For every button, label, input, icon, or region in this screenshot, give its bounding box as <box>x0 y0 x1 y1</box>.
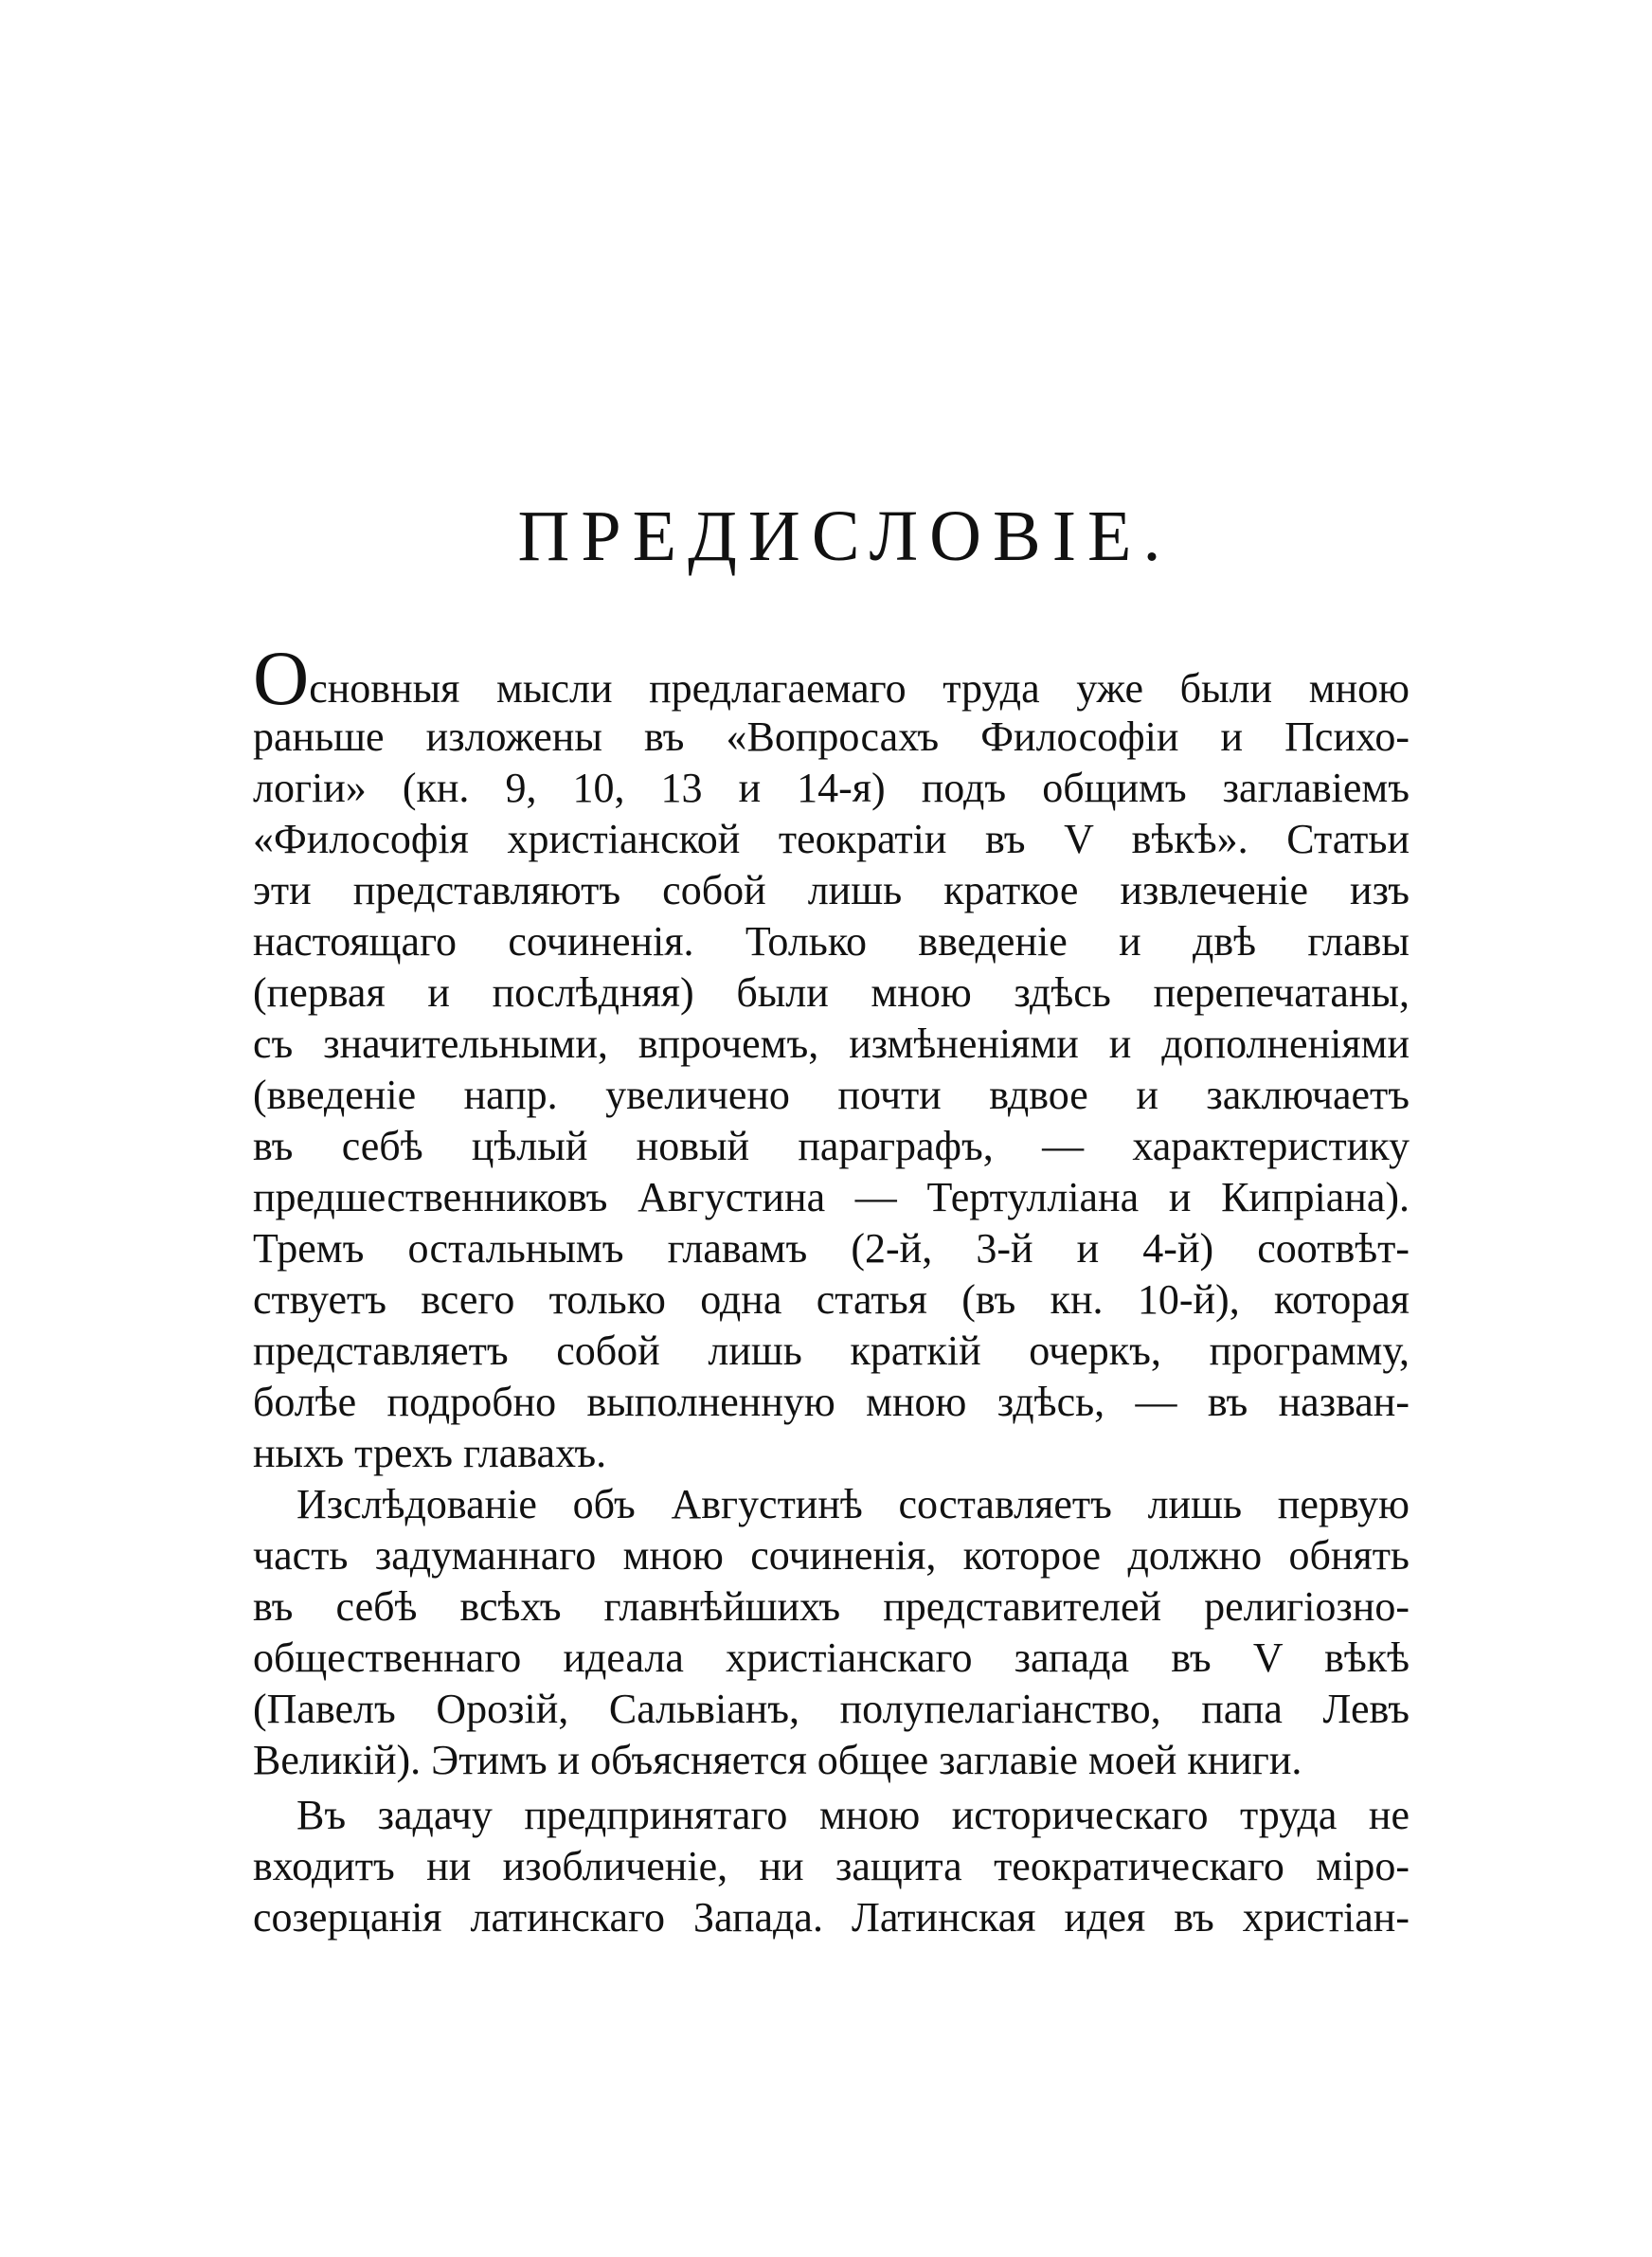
text-line: (первая и послѣдняя) были мною здѣсь перепечатаны, <box>253 969 1410 1016</box>
text-line: Изслѣдованіе объ Августинѣ составляетъ лишь первую <box>296 1481 1410 1527</box>
text-line: часть задуманнаго мною сочиненія, которое должно обнять <box>253 1532 1410 1579</box>
text-line: раньше изложены въ «Вопросахъ Философіи и Психо- <box>253 713 1410 760</box>
text-line: созерцанія латинскаго Запада. Латинская идея въ христіан- <box>253 1894 1410 1941</box>
text-line: (Павелъ Орозій, Сальвіанъ, полупелагіанство, папа Левъ <box>253 1686 1410 1732</box>
text-line: эти представляютъ собой лишь краткое извлеченіе изъ <box>253 867 1410 913</box>
text-line: ствуетъ всего только одна статья (въ кн. 10-й), которая <box>253 1276 1410 1323</box>
text-line: (введеніе напр. увеличено почти вдвое и заключаетъ <box>253 1072 1410 1118</box>
text-line: настоящаго сочиненія. Только введеніе и двѣ главы <box>253 918 1410 965</box>
text-line <box>253 635 1410 721</box>
text-line: входитъ ни изобличеніе, ни защита теократическаго міро- <box>253 1843 1410 1889</box>
text-line: въ себѣ цѣлый новый параграфъ, — характеристику <box>253 1123 1410 1169</box>
text-line: представляетъ собой лишь краткій очеркъ, программу, <box>253 1327 1410 1374</box>
text-line: общественнаго идеала христіанскаго запада въ V вѣкѣ <box>253 1634 1410 1681</box>
page-title: ПРЕДИСЛОВІЕ. <box>517 497 1173 576</box>
text-line: болѣе подробно выполненную мною здѣсь, — въ назван- <box>253 1379 1410 1425</box>
text-line: Въ задачу предпринятаго мною историческаго труда не <box>296 1792 1410 1838</box>
text-line: логіи» (кн. 9, 10, 13 и 14-я) подъ общимъ заглавіемъ <box>253 765 1410 811</box>
text-line: въ себѣ всѣхъ главнѣйшихъ представителей религіозно- <box>253 1583 1410 1630</box>
text-line: ныхъ трехъ главахъ. <box>253 1430 607 1476</box>
text-line: съ значительными, впрочемъ, измѣненіями и дополненіями <box>253 1020 1410 1067</box>
text-line: Великій). Этимъ и объясняется общее заглавіе моей книги. <box>253 1737 1302 1783</box>
text-line: Тремъ остальнымъ главамъ (2-й, 3-й и 4-й) соотвѣт- <box>253 1225 1410 1272</box>
text-line: «Философія христіанской теократіи въ V вѣкѣ». Статьи <box>253 816 1410 862</box>
text-line: предшественниковъ Августина — Тертулліана и Кипріана). <box>253 1174 1410 1220</box>
text-line-rest: сновныя мысли предлагаемаго труда уже были мною <box>309 665 1410 712</box>
drop-cap: О <box>253 635 310 721</box>
